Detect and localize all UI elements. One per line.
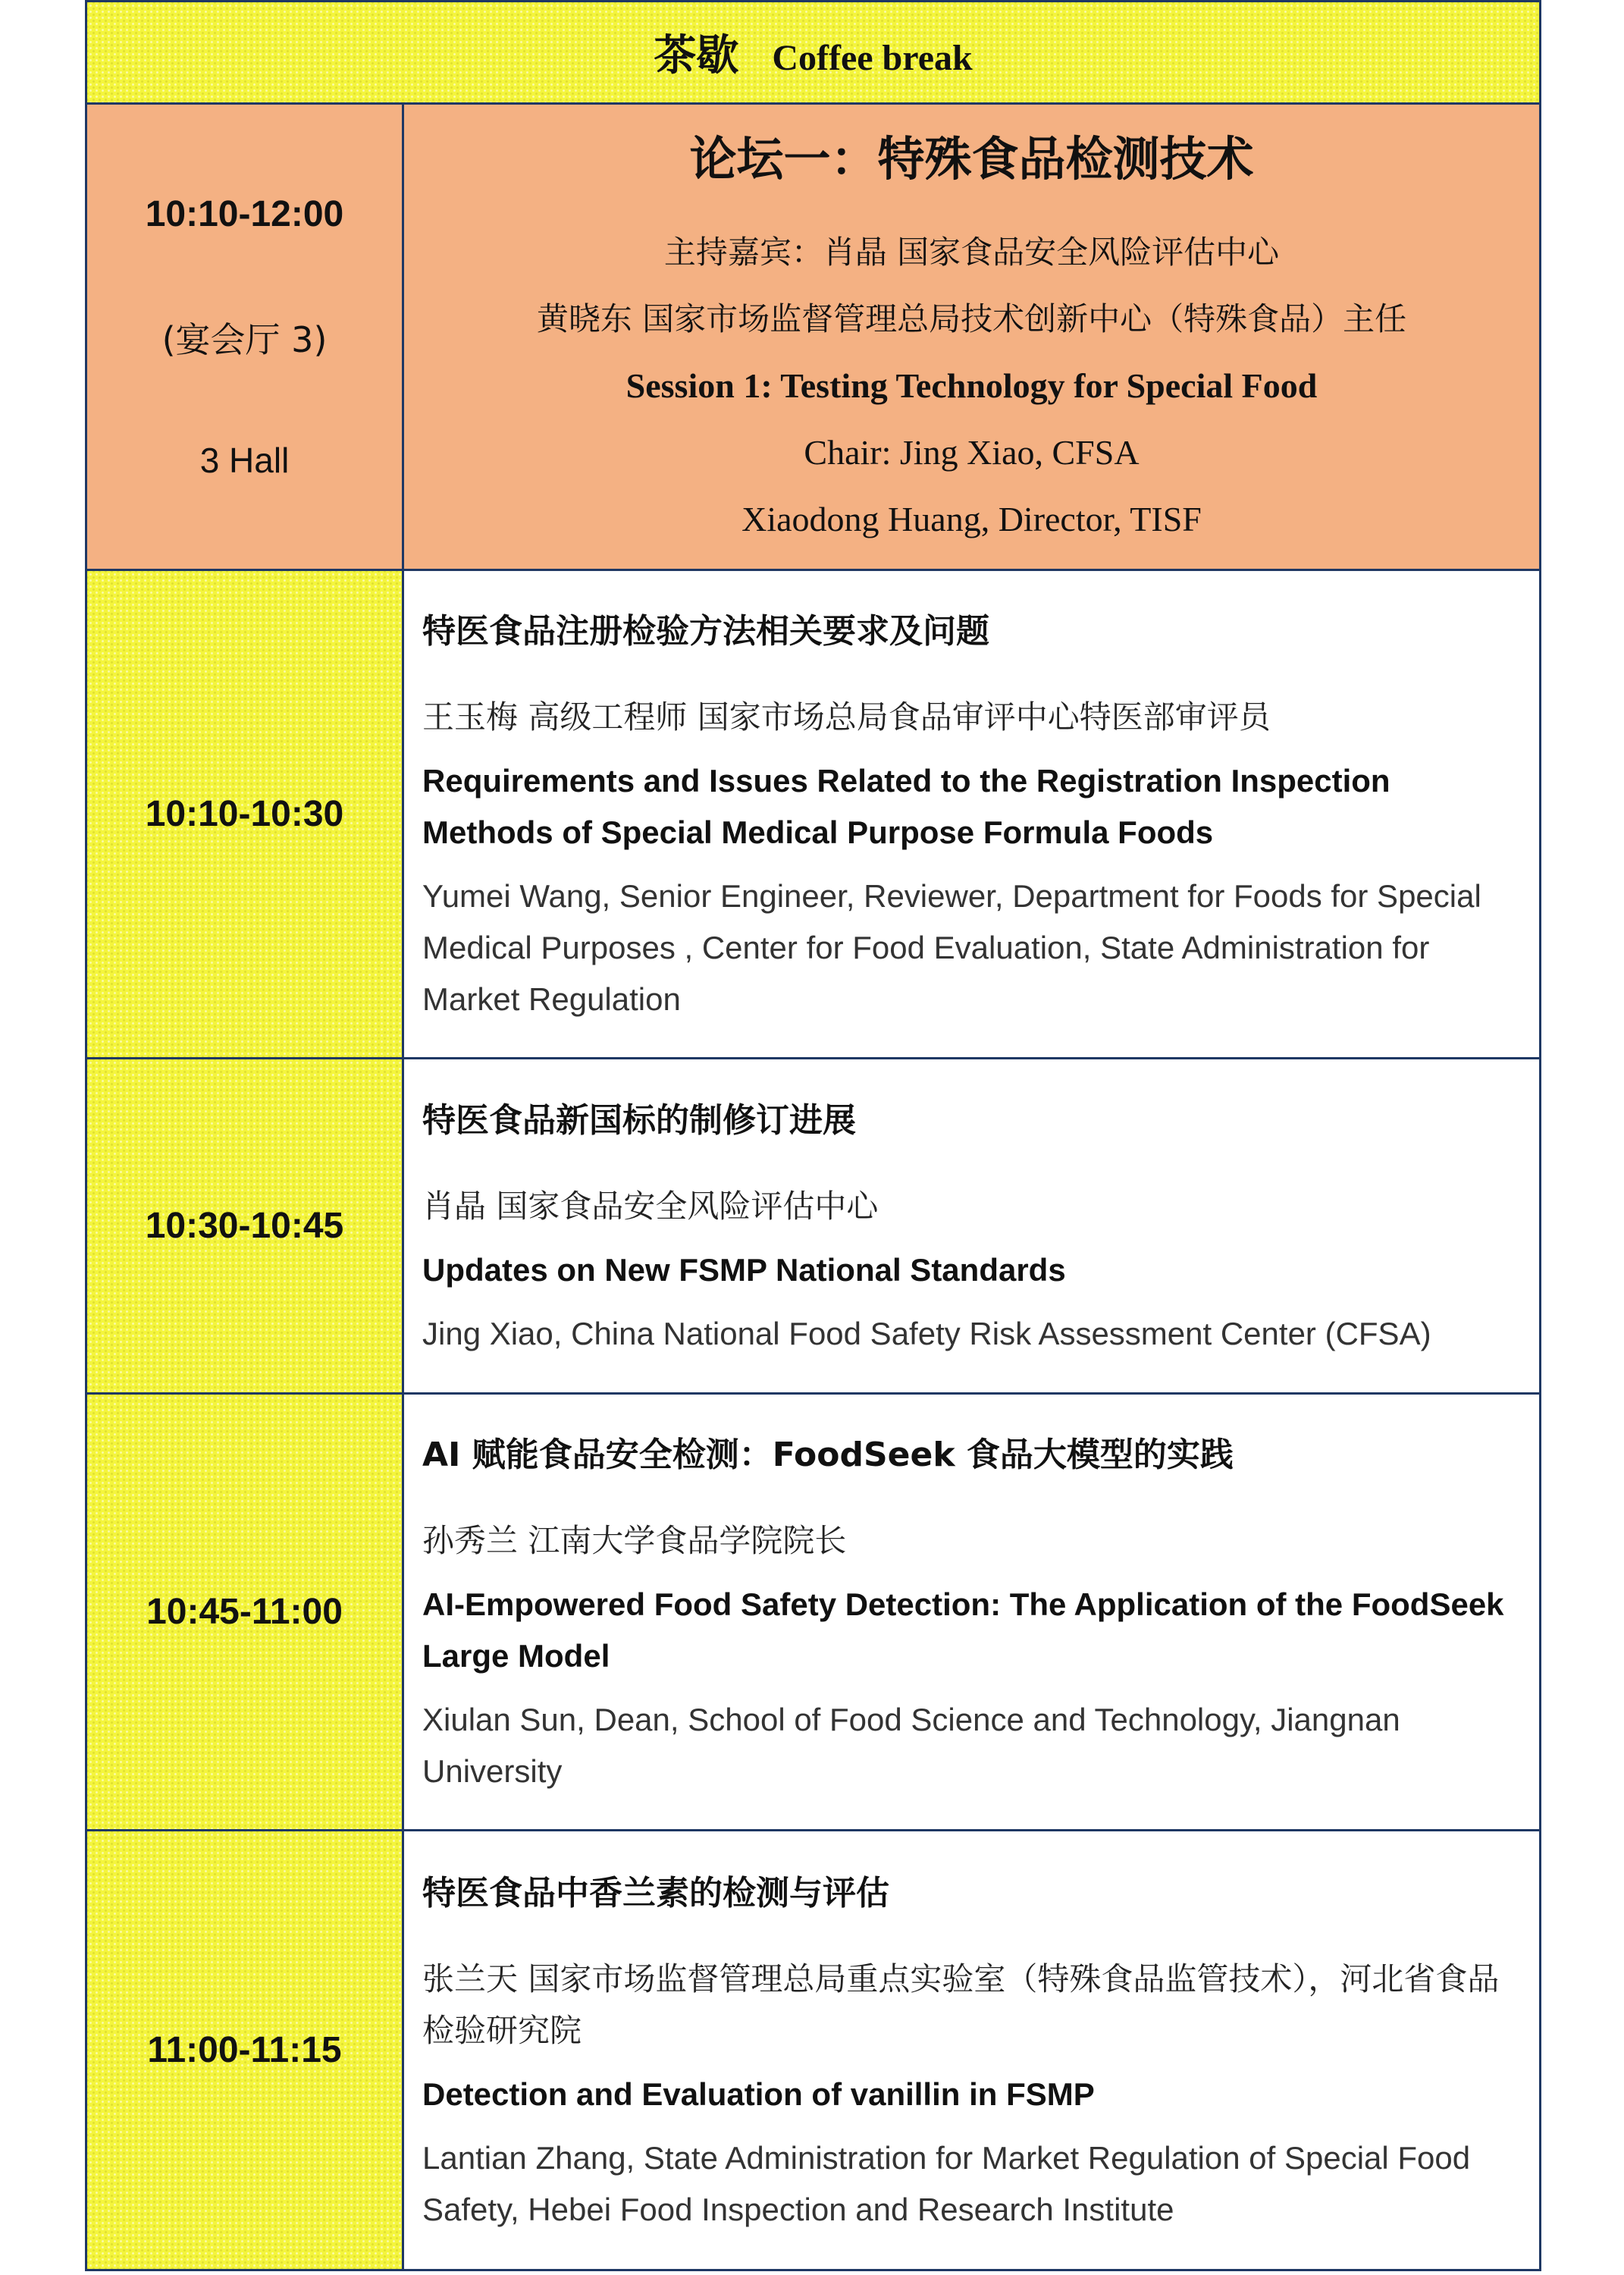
talk-time: 11:00-11:15: [147, 2030, 342, 2070]
talk-speaker-zh: 肖晶 国家食品安全风险评估中心: [422, 1187, 879, 1225]
talk-content-cell: [403, 570, 1541, 1059]
talk-title-zh: 特医食品注册检验方法相关要求及问题: [422, 611, 989, 651]
talk-content-cell: [403, 1394, 1541, 1831]
talk-title-zh: 特医食品中香兰素的检测与评估: [422, 1873, 889, 1913]
session-chair-zh-1: 主持嘉宾：肖晶 国家食品安全风险评估中心: [663, 233, 1280, 271]
session-time-cell: [86, 104, 403, 570]
talk-row: [86, 570, 1541, 1059]
talk-speaker-en: Jing Xiao, China National Food Safety Risk Assessment Center (CFSA): [422, 1315, 1431, 1351]
session-venue-en: 3 Hall: [199, 440, 290, 480]
coffee-break-en: Coffee break: [772, 38, 973, 78]
talk-row: [86, 1394, 1541, 1831]
session-title-en: Session 1: Testing Technology for Special Food: [625, 366, 1318, 405]
talk-time: 10:30-10:45: [145, 1206, 344, 1246]
talk-title-en: Requirements and Issues Related to the Registration Inspection Methods of Special Medical Purpose Formula Foods: [422, 762, 1390, 850]
talk-speaker-zh: 张兰天 国家市场监督管理总局重点实验室（特殊食品监管技术），河北省食品检验研究院: [422, 1960, 1500, 2049]
talk-title-en: Detection and Evaluation of vanillin in FSMP: [422, 2076, 1095, 2112]
coffee-break-cell: [86, 2, 1541, 104]
talk-content-cell: [403, 1059, 1541, 1394]
agenda-table: [85, 0, 1541, 2271]
session-chair-en-1: Chair: Jing Xiao, CFSA: [804, 432, 1140, 472]
talk-content-cell: [403, 1831, 1541, 2270]
talk-row: [86, 1831, 1541, 2270]
talk-speaker-zh: 孙秀兰 江南大学食品学院院长: [422, 1521, 847, 1559]
talk-time: 10:10-10:30: [145, 794, 344, 834]
coffee-break-zh: 茶歇: [654, 31, 739, 80]
talk-time-cell: [86, 1831, 403, 2270]
talk-title-en: Updates on New FSMP National Standards: [422, 1251, 1066, 1288]
talk-time-cell: [86, 1059, 403, 1394]
session-chair-zh-2: 黄晓东 国家市场监督管理总局技术创新中心（特殊食品）主任: [536, 300, 1407, 337]
talk-title-zh: AI 赋能食品安全检测：FoodSeek 食品大模型的实践: [422, 1435, 1234, 1474]
session-title-zh: 论坛一：特殊食品检测技术: [689, 130, 1254, 187]
talk-time-cell: [86, 1394, 403, 1831]
session-chair-en-2: Xiaodong Huang, Director, TISF: [741, 499, 1202, 538]
talk-speaker-en: Lantian Zhang, State Administration for Market Regulation of Special Food Safety, Hebei Food Inspection and Research Institute: [422, 2139, 1471, 2227]
talk-title-en: AI-Empowered Food Safety Detection: The Application of the FoodSeek Large Model: [422, 1586, 1504, 1674]
talk-speaker-en: Xiulan Sun, Dean, School of Food Science and Technology, Jiangnan University: [422, 1701, 1400, 1789]
session-header-row: [86, 104, 1541, 570]
talk-time: 10:45-11:00: [146, 1592, 343, 1632]
session-info-cell: [403, 104, 1541, 570]
talk-title-zh: 特医食品新国标的制修订进展: [422, 1100, 856, 1140]
coffee-break-row: [86, 2, 1541, 104]
talk-row: [86, 1059, 1541, 1394]
talk-speaker-en: Yumei Wang, Senior Engineer, Reviewer, Department for Foods for Special Medical Purposes , Center for Food Evaluation, State Administration for Market Regulation: [422, 877, 1481, 1017]
talk-time-cell: [86, 570, 403, 1059]
session-time: 10:10-12:00: [145, 193, 344, 234]
session-venue-zh: (宴会厅 3): [161, 318, 328, 360]
talk-speaker-zh: 王玉梅 高级工程师 国家市场总局食品审评中心特医部审评员: [422, 698, 1271, 736]
